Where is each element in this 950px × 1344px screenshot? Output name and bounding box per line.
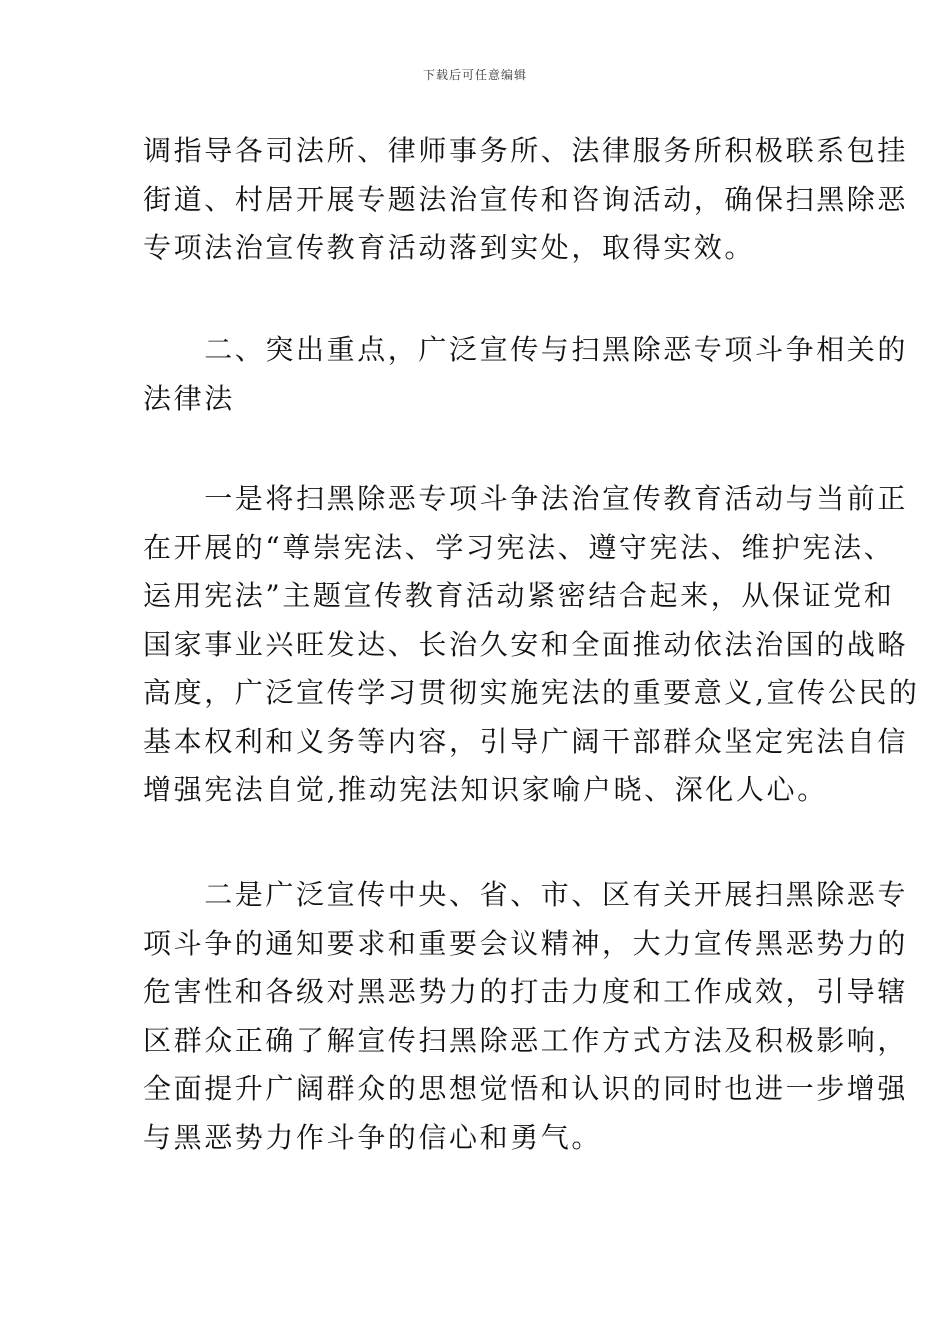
paragraph-1 [143,127,909,273]
page-header-note: 下载后可任意编辑 [422,68,527,82]
paragraph-line: 调指导各司法所、律师事务所、法律服务所积极联系包挂 [143,134,909,167]
paragraph-line: 在开展的“尊崇宪法、学习宪法、遵守宪法、维护宪法、 [143,530,895,564]
paragraph-line: 基本权利和义务等内容，引导广阔干部群众坚定宪法自信 [143,724,909,758]
paragraph-line: 二是广泛宣传中央、省、市、区有关开展扫黑除恶专 [143,878,909,911]
heading-line: 二、突出重点，广泛宣传与扫黑除恶专项斗争相关的 [143,333,909,366]
paragraph-line: 运用宪法”主题宣传教育活动紧密结合起来，从保证党和 [143,579,895,612]
paragraph-line: 高度，广泛宣传学习贯彻实施宪法的重要意义,宣传公民的 [143,676,920,709]
paragraph-line: 危害性和各级对黑恶势力的打击力度和工作成效，引导辖 [143,975,909,1008]
paragraph-line: 国家事业兴旺发达、长治久安和全面推动依法治国的战略 [143,627,909,661]
heading-line: 法律法 [143,381,235,415]
paragraph-line: 与黑恶势力作斗争的信心和勇气。 [143,1120,603,1154]
paragraph-line: 专项法治宣传教育活动落到实处，取得实效。 [143,231,756,264]
paragraph-line: 街道、村居开展专题法治宣传和咨询活动，确保扫黑除恶 [143,182,909,216]
paragraph-3 [143,871,909,1162]
paragraph-line: 全面提升广阔群众的思想觉悟和认识的同时也进一步增强 [143,1072,909,1105]
paragraph-line: 一是将扫黑除恶专项斗争法治宣传教育活动与当前正 [143,482,909,515]
paragraph-line: 项斗争的通知要求和重要会议精神，大力宣传黑恶势力的 [143,926,909,960]
section-heading [143,326,909,423]
paragraph-line: 区群众正确了解宣传扫黑除恶工作方式方法及积极影响， [143,1023,909,1057]
paragraph-2 [143,475,920,815]
paragraph-line: 增强宪法自觉,推动宪法知识家喻户晓、深化人心。 [143,773,828,806]
